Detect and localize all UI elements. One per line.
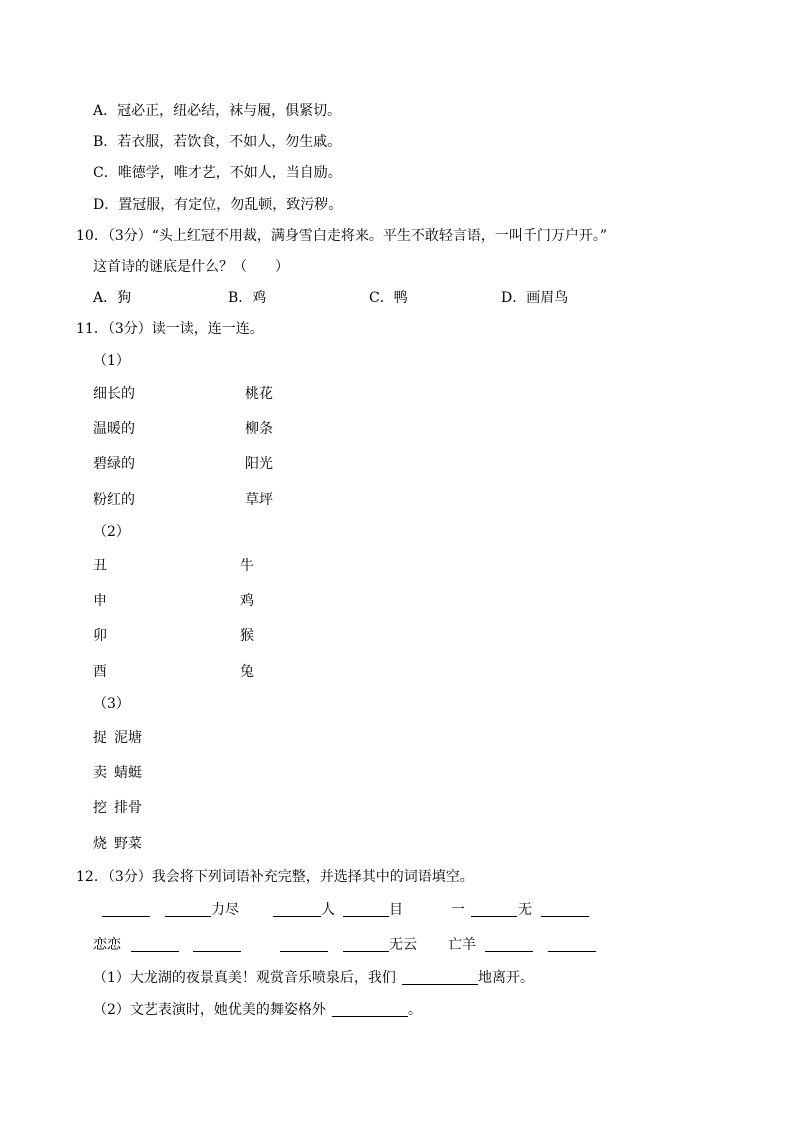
q12-stem — [76, 868, 474, 886]
q10-stem — [76, 227, 607, 245]
q10-stem-text: （3分）“头上红冠不用裁，满身雪白走将来。平生不敢轻言语，一叫千门万户开。” — [107, 228, 608, 244]
q11-part2-right-3: 猴 — [240, 628, 254, 644]
q9-option-b: B．若衣服，若饮食，不如人，勿生戚。 — [93, 134, 342, 150]
q12-sentence-2-b: 。 — [408, 1002, 422, 1018]
q12-word-mu: 目 — [389, 902, 403, 918]
q12-blank-9[interactable] — [280, 937, 328, 952]
q12-blank-7[interactable] — [131, 937, 179, 952]
q10-option-a: A．狗 — [93, 290, 132, 306]
q11-part2-left-2: 申 — [93, 593, 107, 609]
q12-word-lianlian: 恋恋 — [93, 937, 121, 953]
q11-part1-right-2: 柳条 — [245, 421, 273, 437]
q11-number: 11． — [76, 321, 108, 337]
q10-option-d: D．画眉鸟 — [501, 290, 569, 306]
q11-part2-left-4: 酉 — [93, 664, 107, 680]
q9-option-c: C．唯德学，唯才艺，不如人，当自励。 — [93, 165, 342, 181]
q11-part2-right-4: 兔 — [240, 664, 254, 680]
q11-part1-label: （1） — [93, 353, 130, 369]
q11-part3-left-3: 挖 — [93, 800, 107, 816]
q11-part1-left-3: 碧绿的 — [93, 456, 135, 472]
q11-part3-label: （3） — [93, 696, 130, 712]
q9-option-a: A．冠必正，纽必结，袜与履，俱紧切。 — [93, 103, 342, 119]
q10-option-b: B．鸡 — [228, 290, 267, 306]
q11-part1-left-4: 粉红的 — [93, 492, 135, 508]
q11-part2-left-1: 丑 — [93, 558, 107, 574]
q11-part2-right-1: 牛 — [240, 558, 254, 574]
q11-part1-right-4: 草坪 — [245, 492, 273, 508]
q12-sentence-2-blank[interactable] — [332, 1002, 408, 1017]
q11-part3-right-1: 泥塘 — [114, 730, 142, 746]
q12-blank-6[interactable] — [541, 902, 589, 917]
q10-option-c: C．鸭 — [369, 290, 408, 306]
q12-blank-5[interactable] — [471, 902, 517, 917]
q12-number: 12． — [76, 869, 108, 885]
q12-blank-12[interactable] — [548, 937, 596, 952]
q10-question: 这首诗的谜底是什么？（ ） — [93, 259, 289, 275]
q11-part3-right-3: 排骨 — [114, 800, 142, 816]
q12-stem-text: （3分）我会将下列词语补充完整，并选择其中的词语填空。 — [107, 869, 474, 885]
q12-blank-1[interactable] — [102, 902, 150, 917]
q12-blank-11[interactable] — [485, 937, 533, 952]
q9-option-d: D．置冠服，有定位，勿乱顿，致污秽。 — [93, 197, 343, 213]
q11-stem-text: （3分）读一读，连一连。 — [107, 321, 264, 337]
q12-sentence-2-a: （2）文艺表演时，她优美的舞姿格外 — [93, 1002, 326, 1018]
q12-blank-4[interactable] — [343, 902, 389, 917]
q11-stem — [76, 320, 264, 338]
q12-sentence-1-blank[interactable] — [402, 970, 478, 985]
q11-part3-left-2: 卖 — [93, 765, 107, 781]
q12-word-wu: 无 — [518, 902, 532, 918]
q12-word-liji: 力尽 — [211, 902, 239, 918]
q12-blank-3[interactable] — [273, 902, 321, 917]
q12-sentence-1-a: （1）大龙湖的夜景真美！观赏音乐喷泉后，我们 — [93, 970, 396, 986]
q11-part2-right-2: 鸡 — [240, 593, 254, 609]
q11-part1-left-1: 细长的 — [93, 386, 135, 402]
q12-blank-10[interactable] — [343, 937, 389, 952]
q12-blank-8[interactable] — [193, 937, 241, 952]
q12-word-yi: 一 — [451, 902, 465, 918]
q11-part3-right-2: 蜻蜓 — [114, 765, 142, 781]
q11-part3-right-4: 野菜 — [114, 836, 142, 852]
q11-part2-left-3: 卯 — [93, 628, 107, 644]
q12-word-ren: 人 — [321, 902, 335, 918]
q11-part1-left-2: 温暖的 — [93, 421, 135, 437]
q12-word-wangyang: 亡羊 — [448, 937, 476, 953]
q11-part3-left-1: 捉 — [93, 730, 107, 746]
q11-part3-left-4: 烧 — [93, 836, 107, 852]
q11-part2-label: （2） — [93, 524, 130, 540]
q12-blank-2[interactable] — [165, 902, 211, 917]
q10-number: 10． — [76, 228, 108, 244]
q12-sentence-1-b: 地离开。 — [478, 970, 534, 986]
q11-part1-right-3: 阳光 — [245, 456, 273, 472]
q12-word-wuyun: 无云 — [389, 937, 417, 953]
q11-part1-right-1: 桃花 — [245, 386, 273, 402]
